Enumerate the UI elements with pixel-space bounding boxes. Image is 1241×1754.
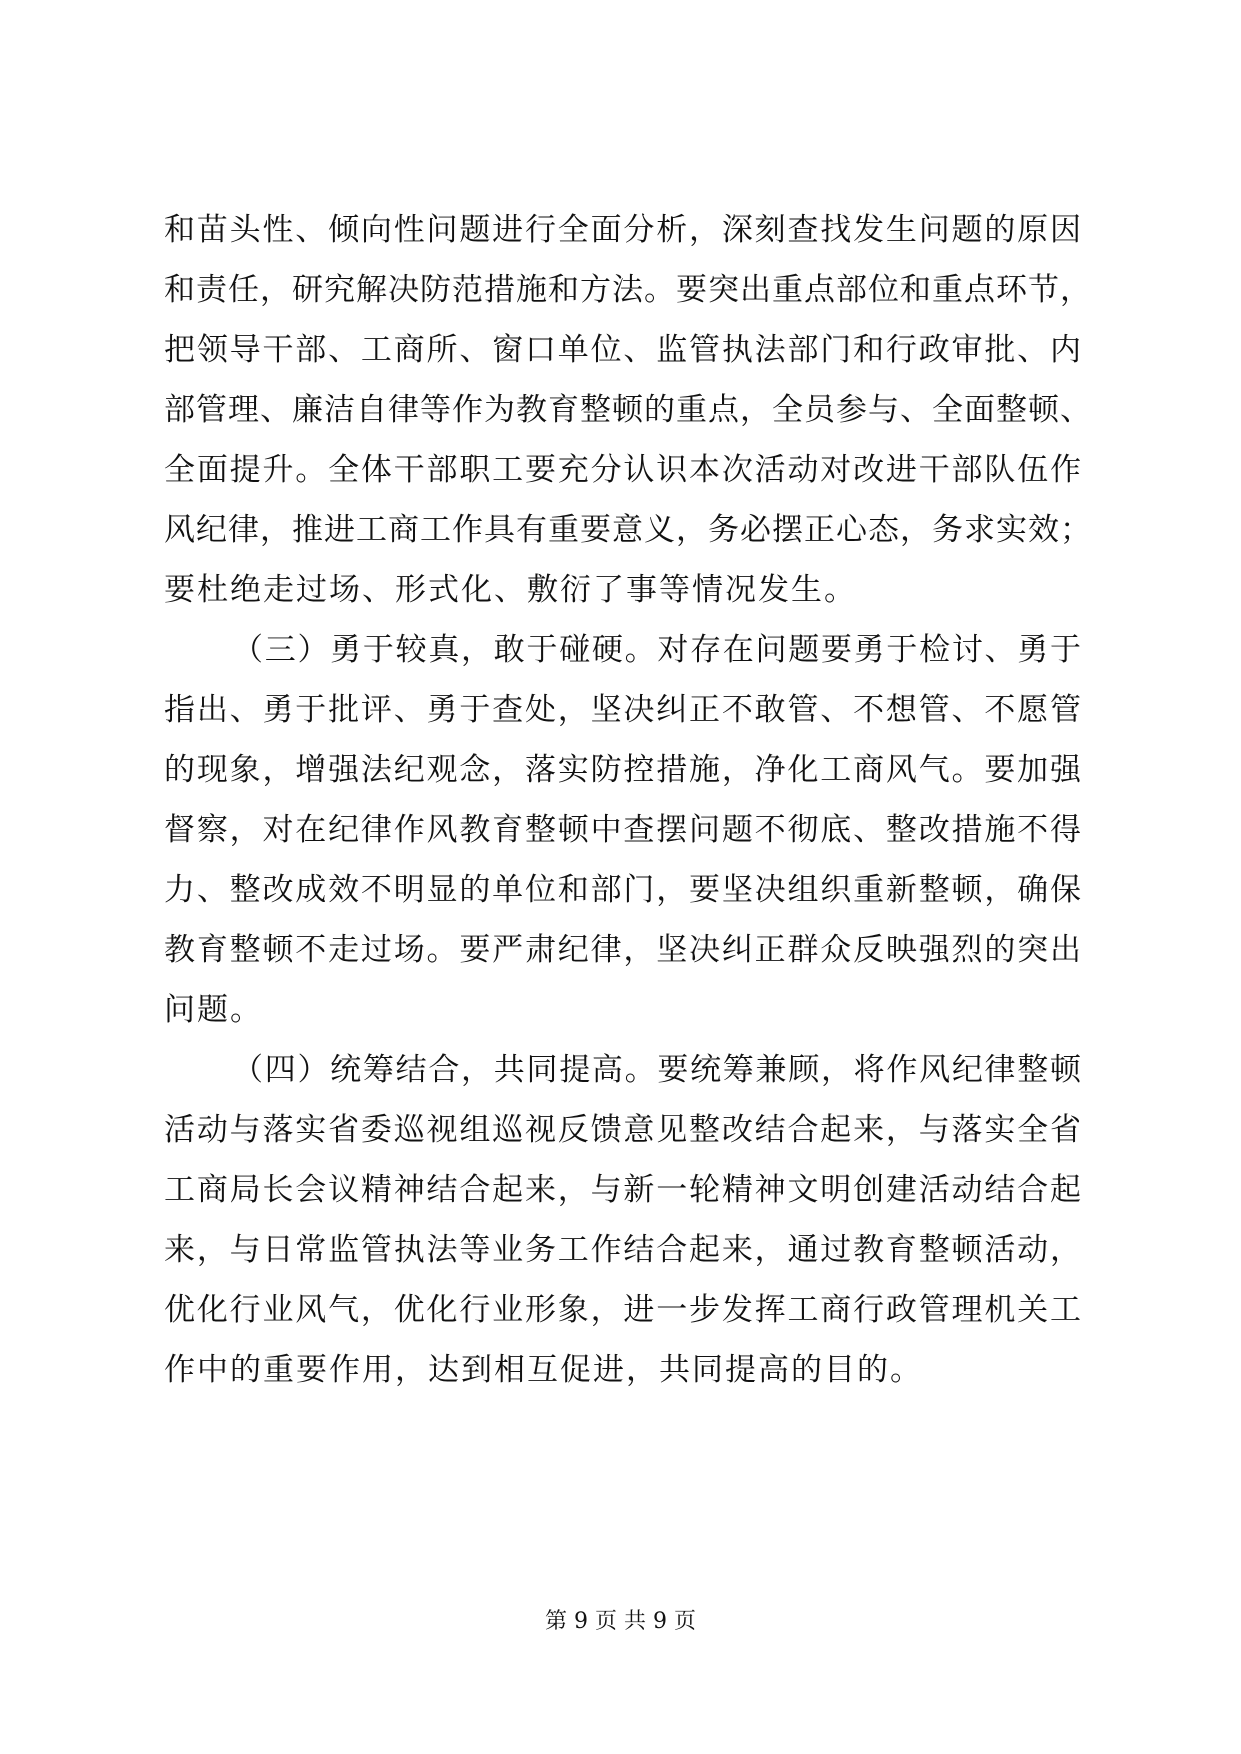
text-line-8: （三）勇于较真，敢于碰硬。对存在问题要勇于检讨、勇于 (232, 632, 1082, 668)
text-line-2: 和责任，研究解决防范措施和方法。要突出重点部位和重点环节， (164, 272, 1092, 308)
text-line-5: 全面提升。全体干部职工要充分认识本次活动对改进干部队伍作 (164, 452, 1082, 488)
text-line-18: 来，与日常监管执法等业务工作结合起来，通过教育整顿活动， (164, 1232, 1082, 1268)
text-line-11: 督察，对在纪律作风教育整顿中查摆问题不彻底、整改措施不得 (164, 812, 1082, 848)
text-line-7: 要杜绝走过场、形式化、敷衍了事等情况发生。 (164, 572, 857, 608)
text-line-10: 的现象，增强法纪观念，落实防控措施，净化工商风气。要加强 (164, 752, 1082, 788)
text-line-1: 和苗头性、倾向性问题进行全面分析，深刻查找发生问题的原因 (164, 212, 1082, 248)
text-line-19: 优化行业风气，优化行业形象，进一步发挥工商行政管理机关工 (164, 1292, 1082, 1328)
text-line-20: 作中的重要作用，达到相互促进，共同提高的目的。 (164, 1352, 923, 1388)
text-line-6: 风纪律，推进工商工作具有重要意义，务必摆正心态，务求实效； (164, 512, 1092, 548)
text-line-4: 部管理、廉洁自律等作为教育整顿的重点，全员参与、全面整顿、 (164, 392, 1092, 428)
text-line-14: 问题。 (164, 992, 263, 1028)
text-line-15: （四）统筹结合，共同提高。要统筹兼顾，将作风纪律整顿 (232, 1052, 1082, 1088)
text-line-3: 把领导干部、工商所、窗口单位、监管执法部门和行政审批、内 (164, 332, 1082, 368)
text-line-17: 工商局长会议精神结合起来，与新一轮精神文明创建活动结合起 (164, 1172, 1082, 1208)
text-line-12: 力、整改成效不明显的单位和部门，要坚决组织重新整顿，确保 (164, 872, 1082, 908)
text-line-13: 教育整顿不走过场。要严肃纪律，坚决纠正群众反映强烈的突出 (164, 932, 1082, 968)
page-footer: 第 9 页 共 9 页 (545, 1609, 696, 1634)
text-line-9: 指出、勇于批评、勇于查处，坚决纠正不敢管、不想管、不愿管 (164, 692, 1082, 728)
text-line-16: 活动与落实省委巡视组巡视反馈意见整改结合起来，与落实全省 (164, 1112, 1082, 1148)
